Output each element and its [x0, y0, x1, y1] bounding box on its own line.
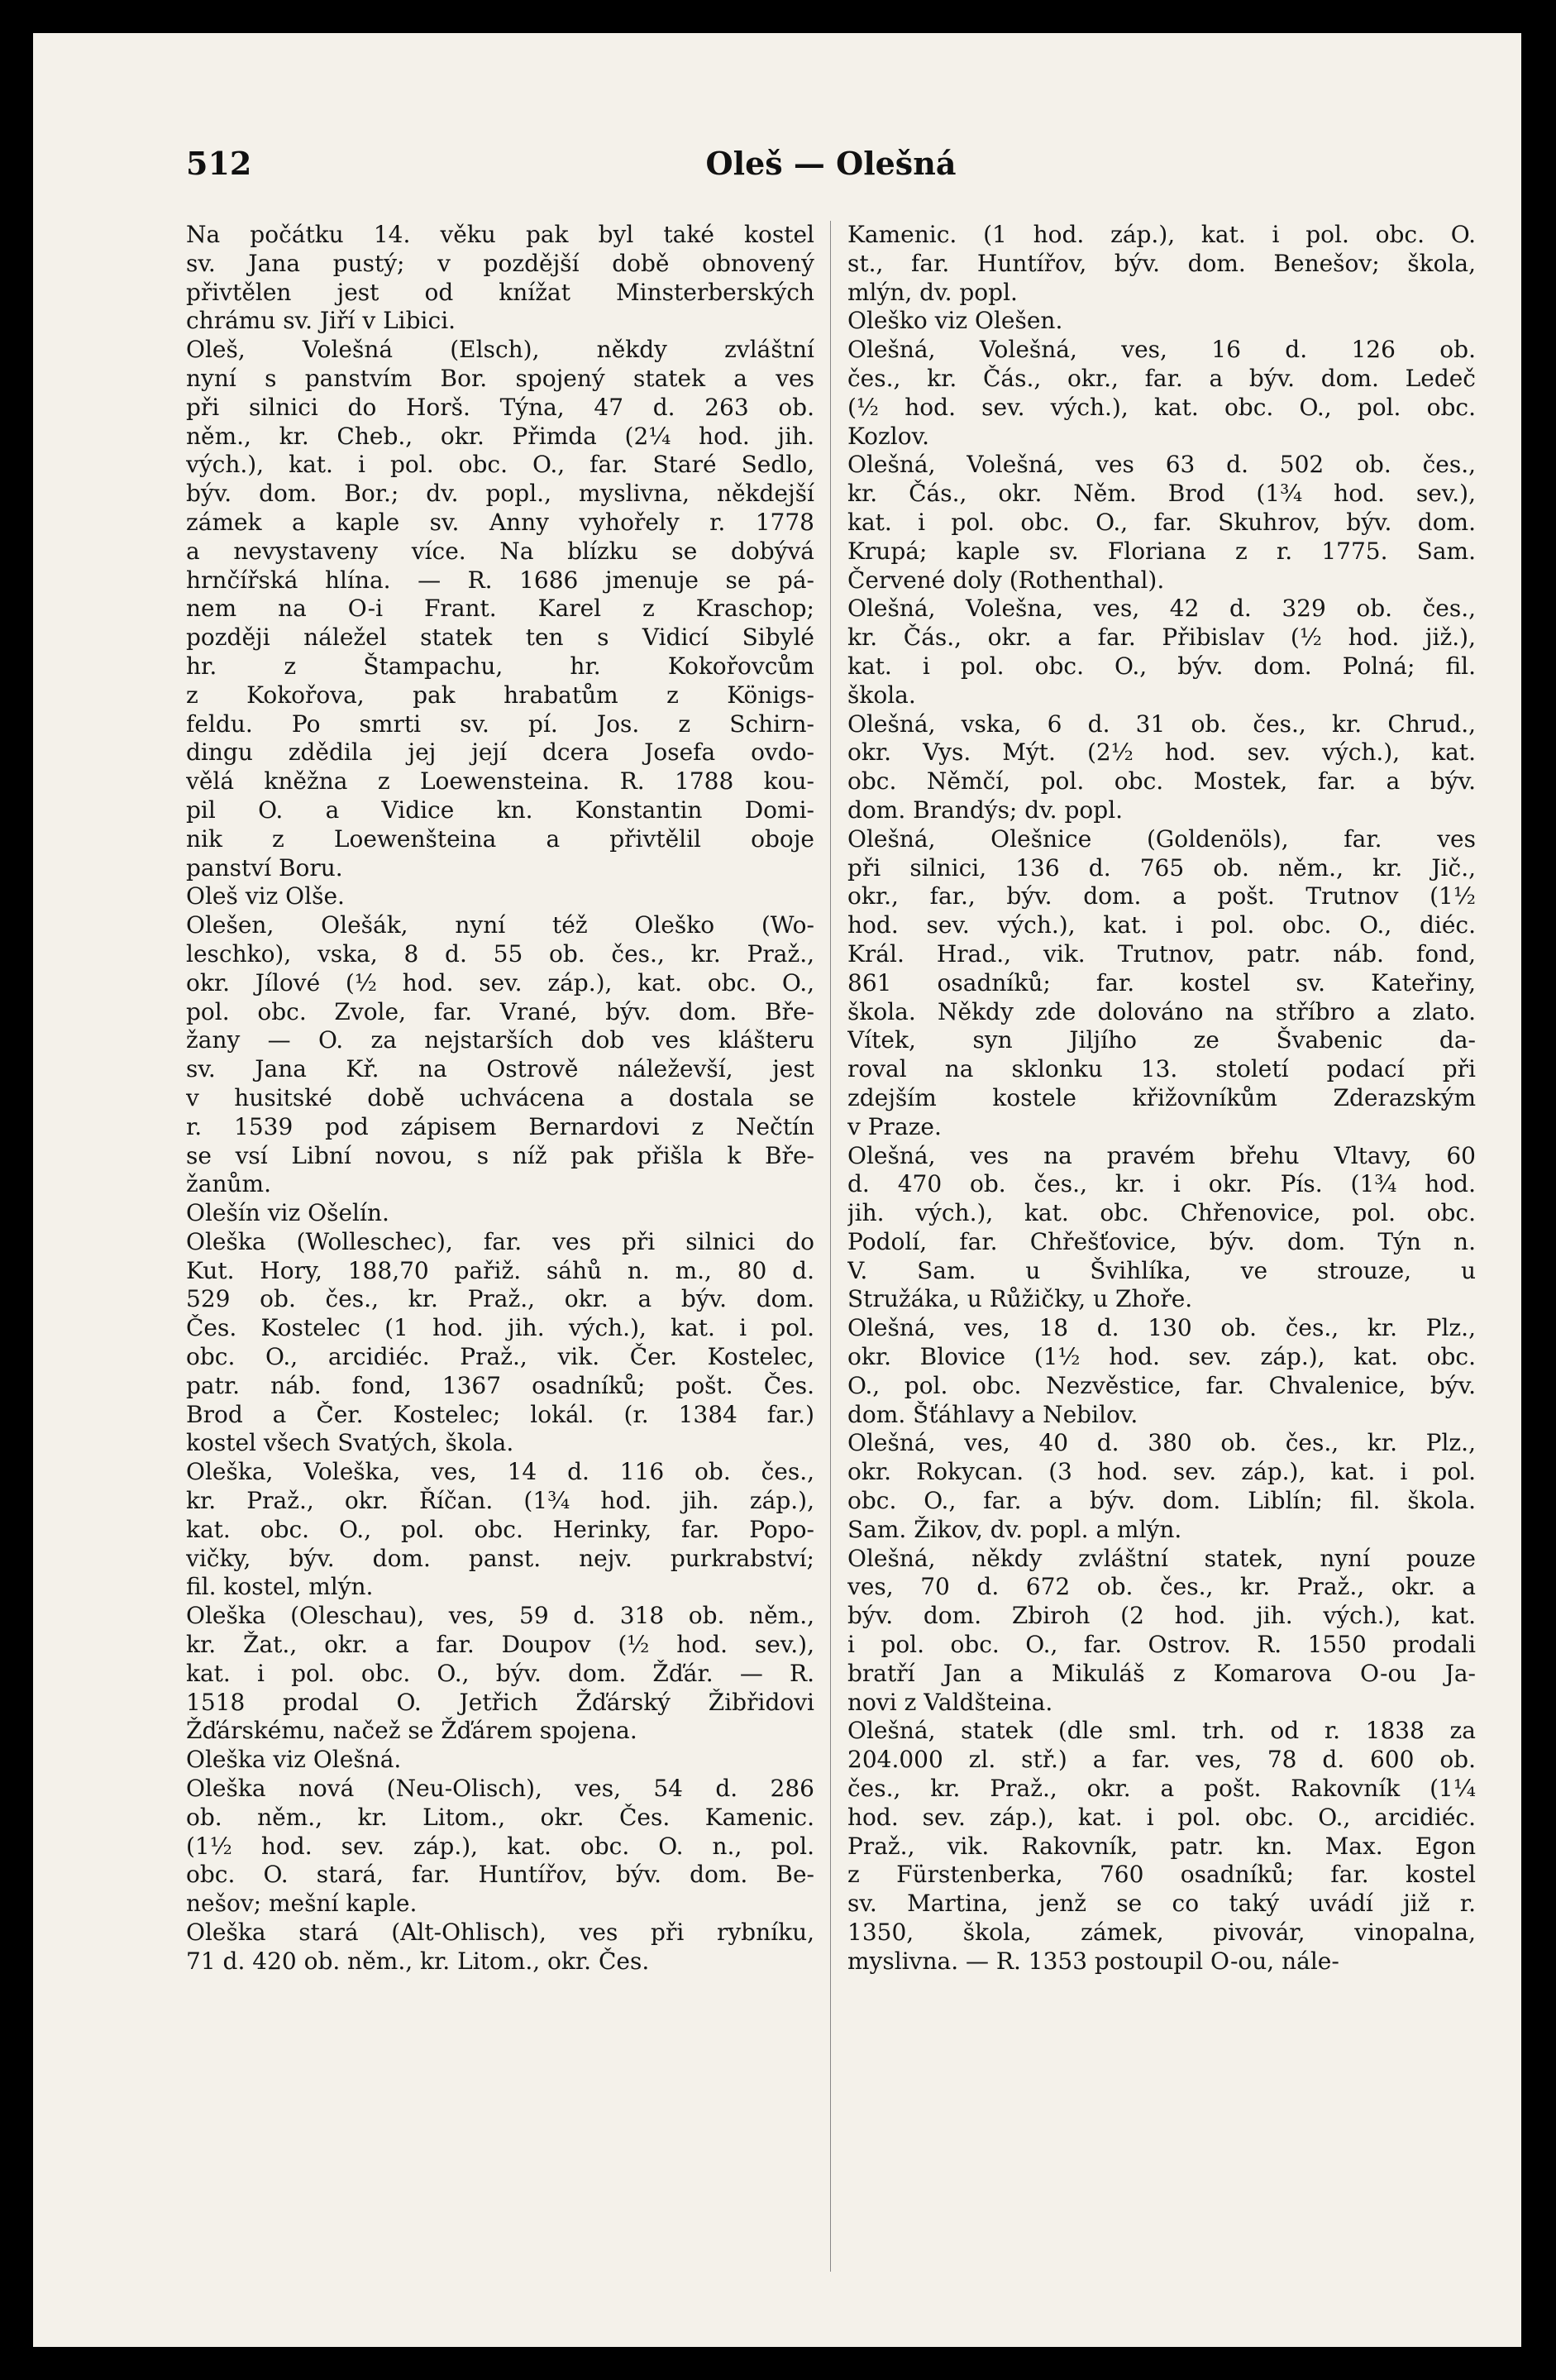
left-column-line: panství Boru.: [186, 853, 343, 882]
left-column-line: leschko), vska, 8 d. 55 ob. čes., kr. Praž.,: [186, 939, 814, 968]
right-column-line: škola. Někdy zde dolováno na stříbro a zlato.: [847, 997, 1476, 1025]
left-column-line: patr. náb. fond, 1367 osadníků; pošt. Čes.: [186, 1371, 814, 1399]
right-column-line: O., pol. obc. Nezvěstice, far. Chvalenice, býv.: [847, 1371, 1476, 1399]
right-column-line: Oleško viz Olešen.: [847, 307, 1063, 335]
right-column-line: obc. O., far. a býv. dom. Liblín; fil. škola.: [847, 1487, 1476, 1515]
left-column-line: Oleška viz Olešná.: [186, 1746, 402, 1774]
right-column-line: Olešná, Volešná, ves 63 d. 502 ob. čes.,: [847, 451, 1476, 479]
right-column-line: kat. i pol. obc. O., far. Skuhrov, býv. dom.: [847, 508, 1476, 536]
left-column-line: přivtělen jest od knížat Minsterberských: [186, 278, 814, 306]
left-column-line: pil O. a Vidice kn. Konstantin Domi-: [186, 796, 814, 824]
right-column-line: dom. Brandýs; dv. popl.: [847, 796, 1124, 824]
text-columns: [186, 221, 1476, 2272]
left-column-line: chrámu sv. Jiří v Libici.: [186, 307, 456, 335]
left-column-line: žanům.: [186, 1170, 271, 1198]
right-column-line: z Fürstenberka, 760 osadníků; far. kostel: [847, 1861, 1476, 1889]
right-column-line: okr. Blovice (1½ hod. sev. záp.), kat. obc.: [847, 1343, 1476, 1371]
left-column-line: Kut. Hory, 188,70 pařiž. sáhů n. m., 80 d.: [186, 1256, 814, 1284]
right-column-line: okr., far., býv. dom. a pošt. Trutnov (1½: [847, 882, 1476, 910]
left-column-line: (1½ hod. sev. záp.), kat. obc. O. n., pol.: [186, 1832, 814, 1860]
left-column-line: kat. i pol. obc. O., býv. dom. Žďár. — R.: [186, 1659, 814, 1687]
left-column: [186, 221, 814, 2272]
right-column-line: myslivna. — R. 1353 postoupil O-ou, nále-: [847, 1947, 1339, 1975]
left-column-line: dingu zdědila jej její dcera Josefa ovdo-: [186, 738, 814, 767]
page-header: [186, 120, 1476, 194]
right-column-line: Olešná, Volešná, ves, 16 d. 126 ob.: [847, 336, 1476, 364]
left-column-line: kostel všech Svatých, škola.: [186, 1429, 514, 1457]
right-column-line: Kamenic. (1 hod. záp.), kat. i pol. obc. O.: [847, 221, 1476, 248]
right-column-line: Červené doly (Rothenthal).: [847, 566, 1165, 594]
right-column: [847, 221, 1476, 2272]
right-column-line: obc. Němčí, pol. obc. Mostek, far. a býv.: [847, 767, 1476, 796]
right-column-line: čes., kr. Praž., okr. a pošt. Rakovník (1¼: [847, 1775, 1476, 1803]
right-column-line: Olešná, Olešnice (Goldenöls), far. ves: [847, 824, 1476, 853]
left-column-line: okr. Jílové (½ hod. sev. záp.), kat. obc. O.,: [186, 968, 814, 996]
left-column-line: Brod a Čer. Kostelec; lokál. (r. 1384 far.): [186, 1400, 814, 1428]
left-column-line: nyní s panstvím Bor. spojený statek a ves: [186, 364, 814, 392]
right-column-line: d. 470 ob. čes., kr. i okr. Pís. (1¾ hod.: [847, 1170, 1476, 1198]
left-column-line: obc. O. stará, far. Huntířov, býv. dom. Be-: [186, 1861, 814, 1889]
right-column-line: 861 osadníků; far. kostel sv. Kateřiny,: [847, 968, 1476, 996]
left-column-line: fil. kostel, mlýn.: [186, 1573, 374, 1601]
right-column-line: čes., kr. Čás., okr., far. a býv. dom. Ledeč: [847, 364, 1476, 392]
left-column-line: ob. něm., kr. Litom., okr. Čes. Kamenic.: [186, 1803, 814, 1831]
right-column-line: i pol. obc. O., far. Ostrov. R. 1550 prodali: [847, 1631, 1476, 1659]
left-column-line: žany — O. za nejstarších dob ves klášteru: [186, 1026, 814, 1054]
right-column-line: Olešná, vska, 6 d. 31 ob. čes., kr. Chrud.,: [847, 710, 1476, 738]
left-column-line: býv. dom. Bor.; dv. popl., myslivna, někdejší: [186, 480, 814, 508]
right-column-line: hod. sev. záp.), kat. i pol. obc. O., arcidiéc.: [847, 1803, 1476, 1831]
right-column-line: 1350, škola, zámek, pivovár, vinopalna,: [847, 1919, 1476, 1947]
left-column-line: a nevystaveny více. Na blízku se dobývá: [186, 537, 814, 565]
left-column-line: 1518 prodal O. Jetřich Žďárský Žibřidovi: [186, 1688, 814, 1716]
left-column-line: zámek a kaple sv. Anny vyhořely r. 1778: [186, 508, 814, 536]
left-column-line: Oleška (Oleschau), ves, 59 d. 318 ob. něm.,: [186, 1602, 814, 1630]
right-column-line: ves, 70 d. 672 ob. čes., kr. Praž., okr. a: [847, 1573, 1476, 1601]
left-column-line: sv. Jana Kř. na Ostrově náleževší, jest: [186, 1055, 814, 1083]
right-column-line: jih. vých.), kat. obc. Chřenovice, pol. obc.: [847, 1199, 1476, 1227]
right-column-line: při silnici, 136 d. 765 ob. něm., kr. Jič.,: [847, 853, 1476, 882]
right-column-line: kat. i pol. obc. O., býv. dom. Polná; fil.: [847, 652, 1476, 680]
right-column-line: kr. Čás., okr. Něm. Brod (1¾ hod. sev.),: [847, 480, 1476, 508]
left-column-line: nešov; mešní kaple.: [186, 1890, 418, 1918]
left-column-line: Oleška, Voleška, ves, 14 d. 116 ob. čes.,: [186, 1458, 814, 1486]
column-divider: [830, 221, 831, 2272]
right-column-line: Olešná, ves na pravém břehu Vltavy, 60: [847, 1141, 1476, 1169]
left-column-line: se vsí Libní novou, s níž pak přišla k Bře-: [186, 1141, 814, 1169]
left-column-line: feldu. Po smrti sv. pí. Jos. z Schirn-: [186, 710, 814, 738]
right-column-line: hod. sev. vých.), kat. i pol. obc. O., diéc.: [847, 911, 1476, 939]
right-column-line: býv. dom. Zbiroh (2 hod. jih. vých.), kat.: [847, 1602, 1476, 1630]
left-column-line: Na počátku 14. věku pak byl také kostel: [186, 221, 814, 248]
left-column-line: něm., kr. Cheb., okr. Přimda (2¼ hod. jih.: [186, 422, 814, 450]
right-column-line: Král. Hrad., vik. Trutnov, patr. náb. fond,: [847, 939, 1476, 968]
left-column-line: nik z Loewenšteina a přivtělil oboje: [186, 824, 814, 853]
right-column-line: kr. Čás., okr. a far. Přibislav (½ hod. již.),: [847, 624, 1476, 652]
right-column-line: Krupá; kaple sv. Floriana z r. 1775. Sam.: [847, 537, 1476, 565]
right-column-line: roval na sklonku 13. století podací při: [847, 1055, 1476, 1083]
left-column-line: obc. O., arcidiéc. Praž., vik. Čer. Kostelec,: [186, 1343, 814, 1371]
right-column-line: mlýn, dv. popl.: [847, 278, 1018, 306]
left-column-line: Oleška nová (Neu-Olisch), ves, 54 d. 286: [186, 1775, 814, 1803]
left-column-line: Oleš viz Olše.: [186, 882, 345, 910]
left-column-line: hr. z Štampachu, hr. Kokořovcům: [186, 652, 814, 680]
book-page: [33, 33, 1521, 2347]
right-column-line: okr. Vys. Mýt. (2½ hod. sev. vých.), kat.: [847, 738, 1476, 767]
left-column-line: vělá kněžna z Loewensteina. R. 1788 kou-: [186, 767, 814, 796]
left-column-line: sv. Jana pustý; v pozdější době obnovený: [186, 249, 814, 277]
right-column-line: Olešná, Volešna, ves, 42 d. 329 ob. čes.,: [847, 595, 1476, 623]
right-column-line: okr. Rokycan. (3 hod. sev. záp.), kat. i pol.: [847, 1458, 1476, 1486]
left-column-line: Čes. Kostelec (1 hod. jih. vých.), kat. i pol.: [186, 1314, 814, 1342]
left-column-line: kr. Žat., okr. a far. Doupov (½ hod. sev.),: [186, 1631, 814, 1659]
right-column-line: Praž., vik. Rakovník, patr. kn. Max. Egon: [847, 1832, 1476, 1860]
left-column-line: kr. Praž., okr. Říčan. (1¾ hod. jih. záp.),: [186, 1487, 814, 1515]
right-column-line: Olešná, někdy zvláštní statek, nyní pouze: [847, 1544, 1476, 1572]
left-column-line: v husitské době uchvácena a dostala se: [186, 1083, 814, 1111]
right-column-line: dom. Šťáhlavy a Nebilov.: [847, 1400, 1138, 1428]
right-column-line: v Praze.: [847, 1112, 942, 1140]
page-number: 512: [186, 145, 252, 182]
right-column-line: sv. Martina, jenž se co taký uvádí již r.: [847, 1890, 1476, 1918]
right-column-line: Kozlov.: [847, 422, 929, 450]
left-column-line: později náležel statek ten s Vidicí Sibylé: [186, 624, 814, 652]
right-column-line: Olešná, ves, 40 d. 380 ob. čes., kr. Plz.,: [847, 1429, 1476, 1457]
left-column-line: při silnici do Horš. Týna, 47 d. 263 ob.: [186, 393, 814, 421]
right-column-line: Vítek, syn Jiljího ze Švabenic da-: [847, 1026, 1476, 1054]
running-title: Oleš — Olešná: [705, 145, 957, 182]
left-column-line: Olešín viz Ošelín.: [186, 1199, 389, 1227]
left-column-line: Oleška (Wolleschec), far. ves při silnici do: [186, 1227, 814, 1255]
left-column-line: Oleš, Volešná (Elsch), někdy zvláštní: [186, 336, 814, 364]
left-column-line: vých.), kat. i pol. obc. O., far. Staré Sedlo,: [186, 451, 814, 479]
right-column-line: Stružáka, u Růžičky, u Zhoře.: [847, 1285, 1193, 1313]
left-column-line: kat. obc. O., pol. obc. Herinky, far. Popo-: [186, 1515, 814, 1543]
right-column-line: zdejším kostele křižovníkům Zderazským: [847, 1083, 1476, 1111]
right-column-line: Podolí, far. Chřešťovice, býv. dom. Týn n.: [847, 1227, 1476, 1255]
right-column-line: 204.000 zl. stř.) a far. ves, 78 d. 600 ob.: [847, 1746, 1476, 1774]
left-column-line: Žďárskému, načež se Žďárem spojena.: [186, 1717, 637, 1745]
right-column-line: Sam. Žikov, dv. popl. a mlýn.: [847, 1515, 1182, 1543]
left-column-line: Oleška stará (Alt-Ohlisch), ves při rybníku,: [186, 1919, 814, 1947]
right-column-line: (½ hod. sev. vých.), kat. obc. O., pol. obc.: [847, 393, 1476, 421]
right-column-line: Olešná, ves, 18 d. 130 ob. čes., kr. Plz.,: [847, 1314, 1476, 1342]
right-column-line: bratří Jan a Mikuláš z Komarova O-ou Ja-: [847, 1659, 1476, 1687]
left-column-line: r. 1539 pod zápisem Bernardovi z Nečtín: [186, 1112, 814, 1140]
left-column-line: Olešen, Olešák, nyní též Oleško (Wo-: [186, 911, 814, 939]
left-column-line: nem na O-i Frant. Karel z Kraschop;: [186, 595, 814, 623]
left-column-line: 71 d. 420 ob. něm., kr. Litom., okr. Čes.: [186, 1947, 650, 1975]
left-column-line: vičky, býv. dom. panst. nejv. purkrabství;: [186, 1544, 814, 1572]
right-column-line: st., far. Huntířov, býv. dom. Benešov; škola,: [847, 249, 1476, 277]
left-column-line: z Kokořova, pak hrabatům z Königs-: [186, 681, 814, 709]
right-column-line: novi z Valdšteina.: [847, 1688, 1053, 1716]
left-column-line: 529 ob. čes., kr. Praž., okr. a býv. dom.: [186, 1285, 814, 1313]
right-column-line: Olešná, statek (dle sml. trh. od r. 1838 za: [847, 1717, 1476, 1745]
right-column-line: V. Sam. u Švihlíka, ve strouze, u: [847, 1256, 1476, 1284]
left-column-line: hrnčířská hlína. — R. 1686 jmenuje se pá-: [186, 566, 814, 594]
right-column-line: škola.: [847, 681, 916, 709]
left-column-line: pol. obc. Zvole, far. Vrané, býv. dom. Bře-: [186, 997, 814, 1025]
